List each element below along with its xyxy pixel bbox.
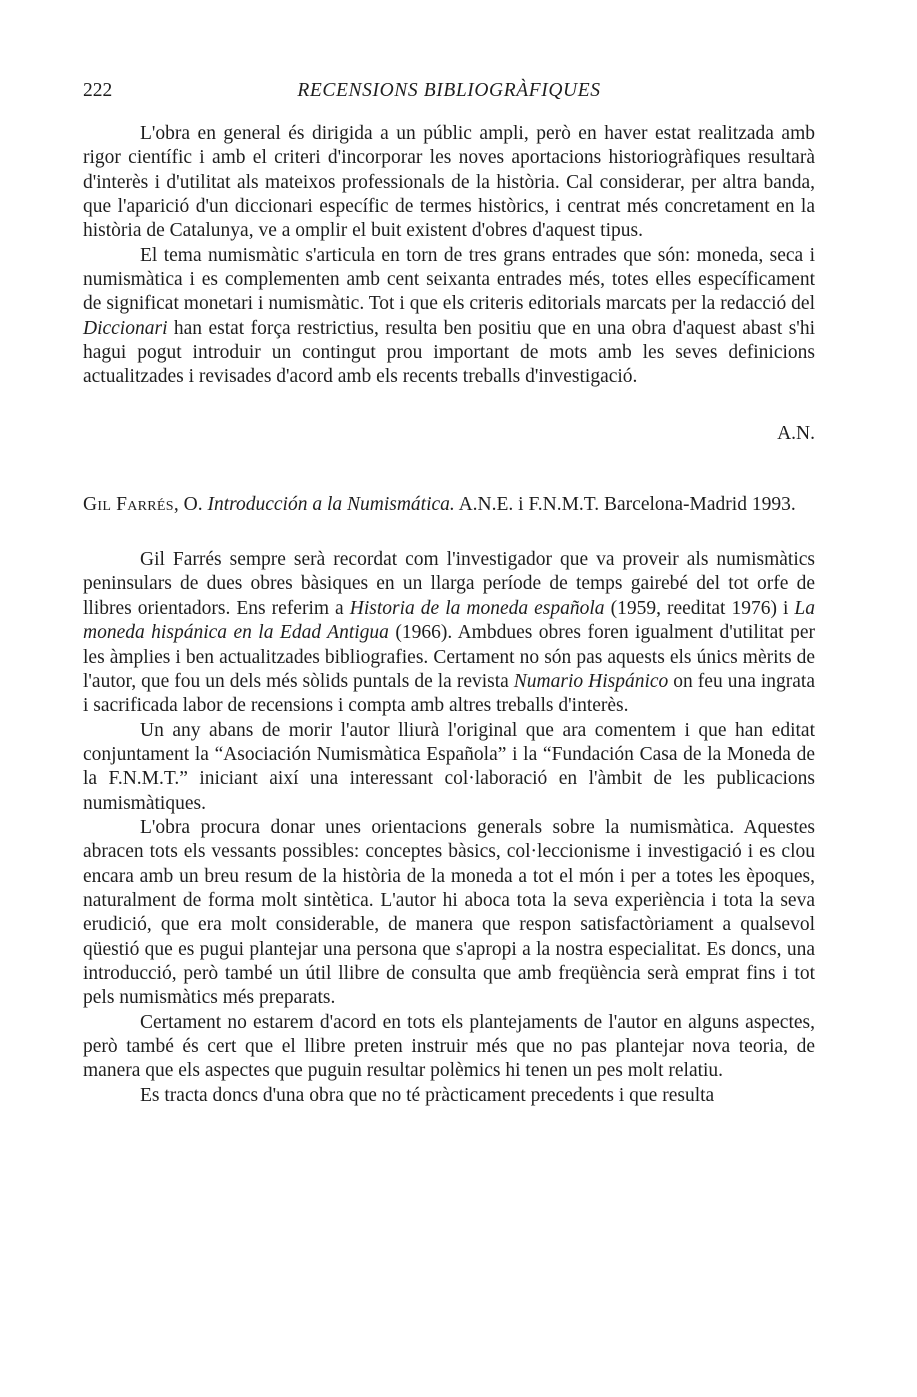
review-1 xyxy=(83,122,815,446)
paragraph xyxy=(83,548,815,718)
work-title: Diccionari xyxy=(83,317,168,339)
book-title: Introducción a la Numismática. xyxy=(207,493,455,515)
reviewer-signature: A.N. xyxy=(777,422,815,444)
author-initial: , O. xyxy=(173,493,208,515)
running-title: RECENSIONS BIBLIOGRÀFIQUES xyxy=(297,80,601,101)
paragraph-text: L'obra en general és dirigida a un públic ampli, però en haver estat realitzada amb rigor científic i amb el criteri d'incorporar les noves aportacions historiogràfiques resultarà d'interès i d'utilitat als mateixos professionals de la història. Cal considerar, per altra banda, que l'aparició d'un diccionari específic de termes històrics, i centrat més concretament en la història de Catalunya, ve a omplir el buit existent d'obres d'aquest tipus. xyxy=(83,123,815,242)
page xyxy=(83,80,815,1108)
running-head xyxy=(83,80,815,114)
paragraph-text: Un any abans de morir l'autor lliurà l'original que ara comentem i que han editat conjuntament la “Asociación Numismàtica Española” i la “Fundación Casa de la Moneda de la F.N.M.T.” iniciant així una interessant col·laboració en l'àmbit de les publicacions numismàtiques. xyxy=(83,719,815,814)
paragraph xyxy=(83,1011,815,1084)
paragraph-text: on feu una ingrata i sacrificada labor de recensions i compta amb altres treballs d'interès. xyxy=(83,670,815,717)
page-number: 222 xyxy=(83,80,113,101)
work-title: Historia de la moneda española xyxy=(349,597,605,619)
paragraph xyxy=(83,122,815,244)
journal-title: Numario Hispánico xyxy=(513,670,669,692)
author-surname: Gil xyxy=(83,493,112,515)
paragraph-text: Certament no estarem d'acord en tots els plantejaments de l'autor en alguns aspectes, però també és cert que el llibre preten instruir més que no pas plantejar nova teoria, de manera que els aspectes que puguin resultar polèmics hi tenen un pes molt relatiu. xyxy=(83,1011,815,1082)
paragraph xyxy=(83,816,815,1011)
author-surname: Farrés xyxy=(116,493,174,515)
paragraph-text: han estat força restrictius, resulta ben positiu que en una obra d'aquest abast s'hi hagui pogut introduir un contingut prou important de mots amb les seves definicions actualitzades i revisades d'acord amb els recents treballs d'investigació. xyxy=(83,317,815,388)
paragraph-text: (1959, reeditat 1976) i xyxy=(604,597,795,619)
work-title: La moneda hispánica en la Edad Antigua xyxy=(83,597,816,644)
paragraph-text: (1966). Ambdues obres foren igualment d'utilitat per les àmplies i ben actualitzades bibliografies. Certament no són pas aquests els únics mèrits de l'autor, que fou un dels més sòlids puntals de la revista xyxy=(83,622,815,692)
paragraph-text: Es tracta doncs d'una obra que no té pràcticament precedents i que resulta xyxy=(140,1084,715,1106)
paragraph-text: L'obra procura donar unes orientacions generals sobre la numismàtica. Aquestes abracen tots els vessants possibles: conceptes bàsics, col·leccionisme i investigació i es clou encara amb un breu resum de la història de la moneda a tot el món i per a totes les èpoques, naturalment de forma molt sintètica. L'autor hi aboca tota la seva experiència i tota la seva erudició, que era molt considerable, de manera que respon satisfactòriament a qualsevol qüestió que es pugui plantejar una persona que s'apropi a la nostra especialitat. Es doncs, una introducció, però també un útil llibre de consulta que amb freqüència serà emprat fins i tot pels numismàtics més preparats. xyxy=(83,816,815,1009)
review-2 xyxy=(83,548,815,1108)
paragraph xyxy=(83,719,815,816)
paragraph xyxy=(83,1084,815,1108)
publication-info: A.N.E. i F.N.M.T. Barcelona-Madrid 1993. xyxy=(454,493,796,515)
paragraph-text: Gil Farrés sempre serà recordat com l'investigador que va proveir als numismàtics peninsulars de dues obres bàsiques en un llarga període de temps gairebé del tot orfe de llibres orientadors. Ens referim a xyxy=(83,549,815,619)
bibliographic-citation xyxy=(83,493,815,517)
paragraph-text: El tema numismàtic s'articula en torn de tres grans entrades que són: moneda, seca i numismàtica i es complementen amb cent seixanta entrades més, totes elles específicament de significat monetari i numismàtic. Tot i que els criteris editorials marcats per la redacció del xyxy=(83,244,815,315)
paragraph xyxy=(83,244,815,390)
